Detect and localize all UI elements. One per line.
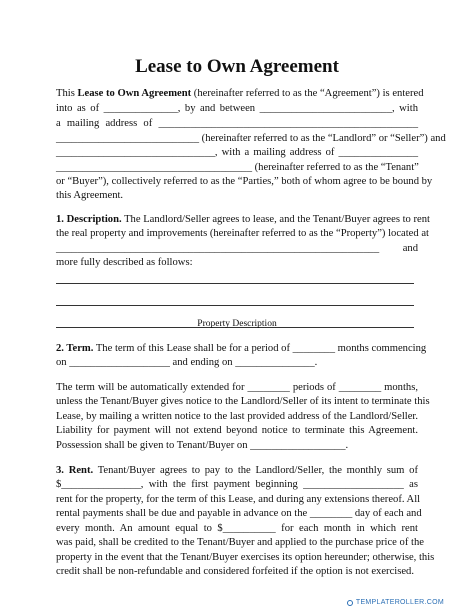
rent-line-7: property in the event that the Tenant/Buyer exercises its option hereunder; otherwise, this [56,552,435,563]
intro-text: (hereinafter referred to as the “Agreement”) is entered [191,88,424,99]
intro-line-6: _____________________________________ (hereinafter referred to as the “Tenant” [56,162,419,173]
term-line-1 [56,341,427,356]
description-text: The Landlord/Seller agrees to lease, and the Tenant/Buyer agrees to rent [121,214,430,225]
term-text: The term of this Lease shall be for a period of ________ months commencing [93,343,427,354]
intro-line-4: ___________________________ (hereinafter referred to as the “Landlord” or “Seller”) and [56,133,446,144]
rent-line-1 [56,463,418,478]
rent-line-5: every month. An amount equal to $__________ for each month in which rent [56,523,418,534]
term-extension-line-1: The term will be automatically extended for ________ periods of ________ months, [56,382,418,393]
section-heading-rent: 3. Rent. [56,465,94,476]
rent-line-8: credit shall be non-refundable and considered forfeited if the option is not exercised. [56,566,414,577]
intro-line-8: this Agreement. [56,190,124,201]
rent-line-3: rent for the property, for the term of this Lease, and during any extensions thereof. All [56,494,421,505]
section-heading-term: 2. Term. [56,343,94,354]
property-description-blank-line[interactable] [56,283,414,284]
description-line-4: more fully described as follows: [56,257,193,268]
property-description-blank-line[interactable] [56,305,414,306]
property-description-caption: Property Description [197,319,277,329]
rent-line-2: $_______________, with the first payment beginning ___________________ as [56,479,418,490]
description-line-1 [56,212,430,227]
description-line-2: the real property and improvements (hereinafter referred to as the “Property”) located at [56,228,429,239]
intro-line-1 [56,86,424,101]
section-heading-description: 1. Description. [56,214,122,225]
intro-line-3: a mailing address of _________________________________________________ [56,118,418,129]
term-line-2: on ___________________ and ending on _______________. [56,357,318,368]
rent-line-6: was paid, shall be credited to the Tenant/Buyer and applied to the purchase price of the [56,537,424,548]
rent-text: Tenant/Buyer agrees to pay to the Landlord/Seller, the monthly sum of [93,465,418,476]
intro-line-7: or “Buyer”), collectively referred to as the “Parties,” both of whom agree to be bound by [56,176,433,187]
templateroller-logo-icon [347,600,353,606]
intro-line-2: into as of ______________, by and between _________________________, with [56,103,418,114]
term-extension-line-2: unless the Tenant/Buyer gives notice to the Landlord/Seller of its intent to terminate this [56,396,430,407]
rent-line-4: rental payments shall be due and payable in advance on the ________ day of each and [56,508,422,519]
intro-agreement-name: Lease to Own Agreement [77,88,192,99]
description-line-3: _____________________________________________________________ and [56,243,418,254]
page-title: Lease to Own Agreement [135,56,339,77]
intro-text: This [56,88,78,99]
term-extension-line-3: Lease, by mailing a written notice to the last provided address of the Landlord/Seller. [56,411,418,422]
term-extension-line-5: Possession shall be given to Tenant/Buyer on __________________. [56,440,349,451]
term-extension-line-4: Liability for payment will not extend beyond notice to terminate this Agreement. [56,425,418,436]
intro-line-5: ______________________________, with a mailing address of _______________ [56,147,418,158]
logo-text: TEMPLATEROLLER.COM [355,599,444,606]
templateroller-logo[interactable] [347,599,444,606]
